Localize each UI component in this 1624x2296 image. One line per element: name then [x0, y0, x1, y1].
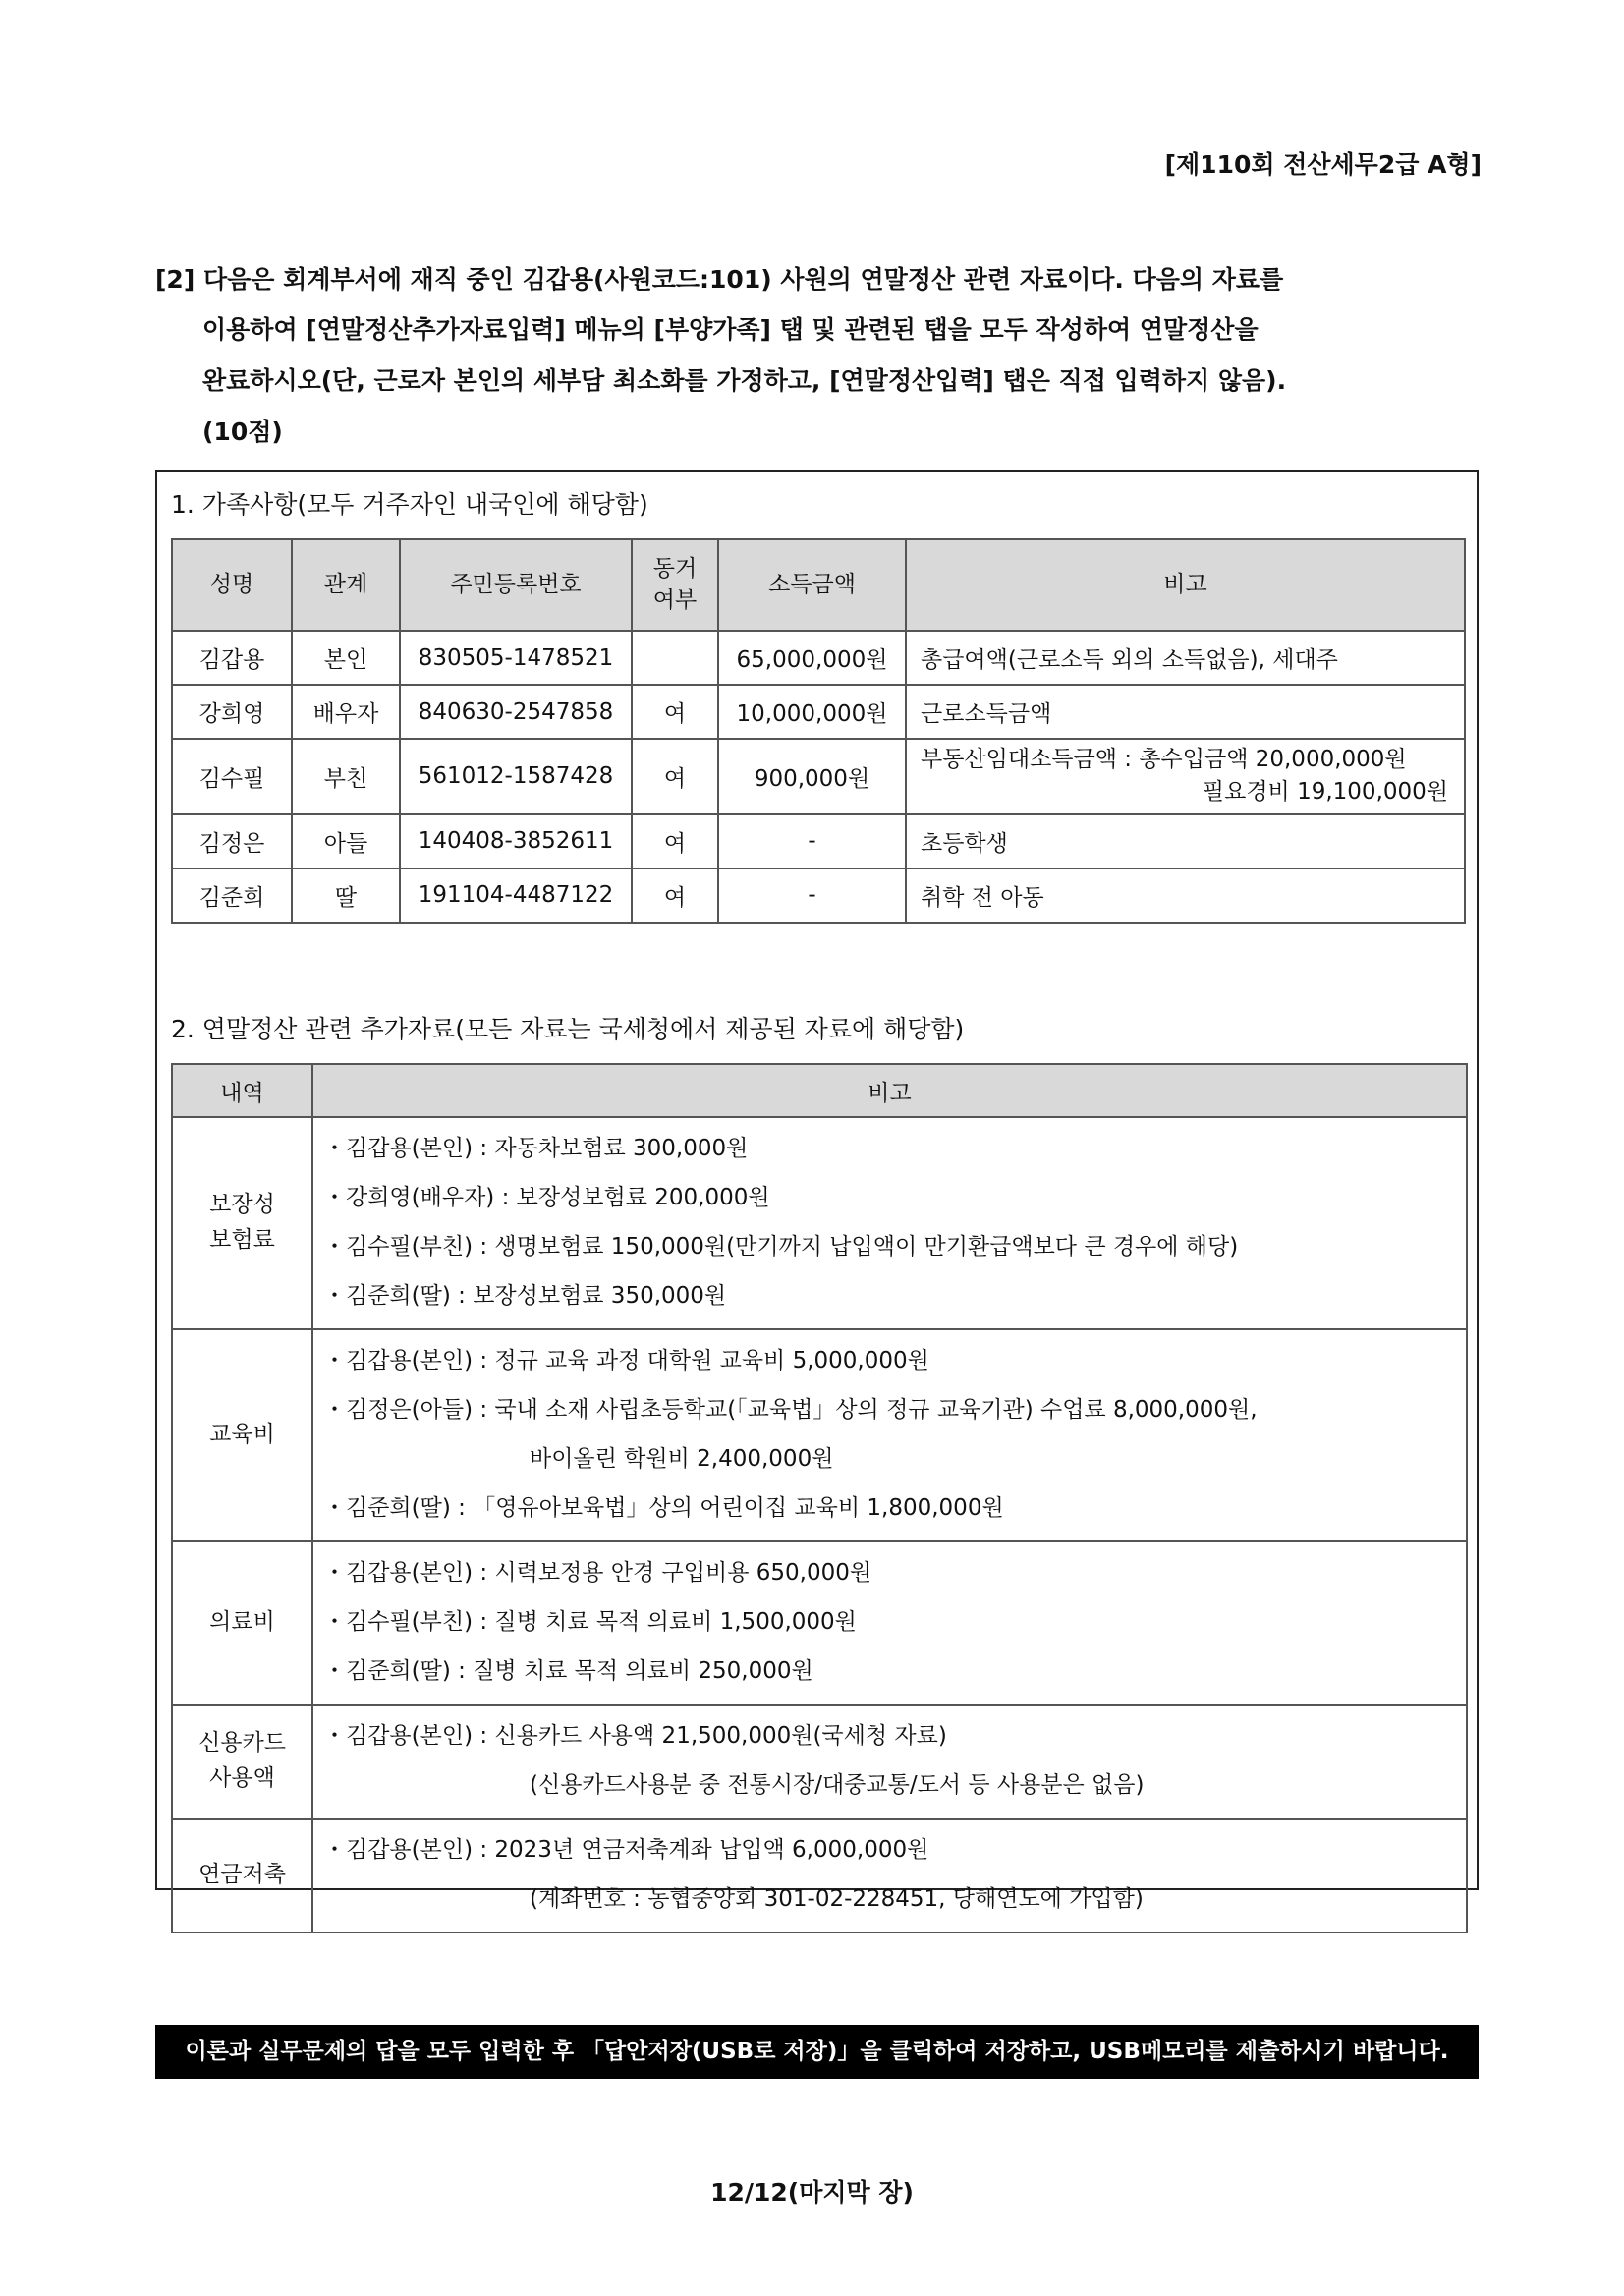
- family-row: [172, 685, 1465, 739]
- question-line-2: 이용하여 [연말정산추가자료입력] 메뉴의 [부양가족] 탭 및 관련된 탭을 모두 작성하여 연말정산을: [202, 315, 1259, 344]
- exam-header-title: [제110회 전산세무2급 A형]: [1164, 150, 1482, 179]
- family-relation: 배우자: [292, 685, 400, 739]
- family-relation: 본인: [292, 631, 400, 685]
- category-line-1: 신용카드: [198, 1730, 286, 1757]
- category-cell: [172, 1541, 312, 1705]
- detail-item: ・김갑용(본인) : 신용카드 사용액 21,500,000원(국세청 자료): [323, 1723, 947, 1749]
- data-box: [155, 470, 1479, 1912]
- category-line-1: 보장성: [209, 1192, 275, 1218]
- family-relation: 부친: [292, 739, 400, 814]
- family-cohabitation: [632, 631, 718, 685]
- family-name: 김정은: [172, 814, 292, 868]
- detail-item: ・김갑용(본인) : 정규 교육 과정 대학원 교육비 5,000,000원: [323, 1348, 929, 1373]
- detail-item-continuation: (신용카드사용분 중 전통시장/대중교통/도서 등 사용분은 없음): [530, 1772, 1145, 1798]
- detail-cell: [312, 1329, 1467, 1541]
- family-cohabitation: 여: [632, 685, 718, 739]
- family-cohabitation: 여: [632, 814, 718, 868]
- page-number: 12/12(마지막 장): [710, 2178, 914, 2207]
- detail-item-continuation: 바이올린 학원비 2,400,000원: [530, 1446, 834, 1472]
- family-note: 근로소득금액: [906, 685, 1465, 739]
- family-cohabitation: 여: [632, 739, 718, 814]
- family-income: 10,000,000원: [718, 685, 906, 739]
- additional-data-table: [171, 1063, 1468, 1933]
- detail-cell: [312, 1705, 1467, 1819]
- detail-item: ・김수필(부친) : 질병 치료 목적 의료비 1,500,000원: [323, 1609, 857, 1635]
- submission-instruction-bar: 이론과 실무문제의 답을 모두 입력한 후 「답안저장(USB로 저장)」을 클릭하여 저장하고, USB메모리를 제출하시기 바랍니다.: [155, 2025, 1479, 2079]
- family-name: 김갑용: [172, 631, 292, 685]
- family-income: 900,000원: [718, 739, 906, 814]
- detail-item: ・김준희(딸) : 보장성보험료 350,000원: [323, 1283, 727, 1309]
- family-note-line-1: 부동산임대소득금액 : 총수입금액 20,000,000원: [921, 747, 1407, 772]
- category-line-2: 보험료: [209, 1227, 275, 1253]
- category-cell: [172, 1819, 312, 1932]
- section2-title: 2. 연말정산 관련 추가자료(모든 자료는 국세청에서 제공된 자료에 해당함): [171, 1015, 965, 1043]
- question-line-1: [2] 다음은 회계부서에 재직 중인 김갑용(사원코드:101) 사원의 연말정산 관련 자료이다. 다음의 자료를: [155, 265, 1284, 294]
- additional-table-header: [172, 1064, 1467, 1117]
- family-relation: 아들: [292, 814, 400, 868]
- category-cell: [172, 1705, 312, 1819]
- category-line-2: 사용액: [209, 1765, 275, 1791]
- family-cohabitation: 여: [632, 868, 718, 923]
- header-name: 성명: [172, 539, 292, 631]
- family-income: -: [718, 868, 906, 923]
- question-line-3: 완료하시오(단, 근로자 본인의 세부담 최소화를 가정하고, [연말정산입력] 탭은 직접 입력하지 않음).: [202, 366, 1287, 395]
- category-line-1: 의료비: [209, 1609, 275, 1636]
- additional-row-insurance: [172, 1117, 1467, 1329]
- header-note: 비고: [906, 539, 1465, 631]
- family-relation: 딸: [292, 868, 400, 923]
- header-income: 소득금액: [718, 539, 906, 631]
- family-rrn: 191104-4487122: [400, 868, 632, 923]
- family-table: [171, 538, 1466, 924]
- section1-title: 1. 가족사항(모두 거주자인 내국인에 해당함): [171, 490, 648, 519]
- header-cohabitation: [632, 539, 718, 631]
- family-table-header: [172, 539, 1465, 631]
- detail-item: ・김준희(딸) : 「영유아보육법」상의 어린이집 교육비 1,800,000원: [323, 1495, 1004, 1521]
- category-line-1: 연금저축: [198, 1862, 286, 1888]
- header-category: 내역: [172, 1064, 312, 1117]
- category-cell: [172, 1329, 312, 1541]
- family-rrn: 140408-3852611: [400, 814, 632, 868]
- family-name: 김준희: [172, 868, 292, 923]
- detail-cell: [312, 1541, 1467, 1705]
- family-income: 65,000,000원: [718, 631, 906, 685]
- family-note: 취학 전 아동: [906, 868, 1465, 923]
- additional-row-medical: [172, 1541, 1467, 1705]
- family-row: [172, 631, 1465, 685]
- category-cell: [172, 1117, 312, 1329]
- header-cohabitation-line-1: 동거: [652, 556, 698, 583]
- detail-item-continuation: (계좌번호 : 농협중앙회 301-02-228451, 당해연도에 가입함): [530, 1886, 1144, 1912]
- additional-row-pension: [172, 1819, 1467, 1932]
- additional-row-credit-card: [172, 1705, 1467, 1819]
- family-rrn: 830505-1478521: [400, 631, 632, 685]
- family-name: 강희영: [172, 685, 292, 739]
- additional-row-education: [172, 1329, 1467, 1541]
- detail-item: ・김정은(아들) : 국내 소재 사립초등학교(「교육법」상의 정규 교육기관) 수업료 8,000,000원,: [323, 1397, 1258, 1423]
- family-note: 총급여액(근로소득 외의 소득없음), 세대주: [906, 631, 1465, 685]
- family-rrn: 561012-1587428: [400, 739, 632, 814]
- header-cohabitation-line-2: 여부: [652, 587, 698, 613]
- family-row: [172, 868, 1465, 923]
- category-line-1: 교육비: [209, 1422, 275, 1448]
- detail-item: ・김갑용(본인) : 자동차보험료 300,000원: [323, 1136, 749, 1161]
- detail-item: ・강희영(배우자) : 보장성보험료 200,000원: [323, 1185, 770, 1210]
- detail-item: ・김수필(부친) : 생명보험료 150,000원(만기까지 납입액이 만기환급액보다 큰 경우에 해당): [323, 1234, 1239, 1260]
- detail-cell: [312, 1117, 1467, 1329]
- header-rrn: 주민등록번호: [400, 539, 632, 631]
- family-name: 김수필: [172, 739, 292, 814]
- family-row: [172, 739, 1465, 814]
- question-points: (10점): [202, 418, 283, 446]
- detail-item: ・김갑용(본인) : 시력보정용 안경 구입비용 650,000원: [323, 1560, 872, 1586]
- family-note: 초등학생: [906, 814, 1465, 868]
- detail-item: ・김준희(딸) : 질병 치료 목적 의료비 250,000원: [323, 1658, 813, 1684]
- family-income: -: [718, 814, 906, 868]
- header-note: 비고: [312, 1064, 1467, 1117]
- header-relation: 관계: [292, 539, 400, 631]
- detail-item: ・김갑용(본인) : 2023년 연금저축계좌 납입액 6,000,000원: [323, 1837, 929, 1863]
- family-rrn: 840630-2547858: [400, 685, 632, 739]
- family-note: [906, 739, 1465, 814]
- detail-cell: [312, 1819, 1467, 1932]
- family-note-line-2: 필요경비 19,100,000원: [1202, 779, 1448, 806]
- family-row: [172, 814, 1465, 868]
